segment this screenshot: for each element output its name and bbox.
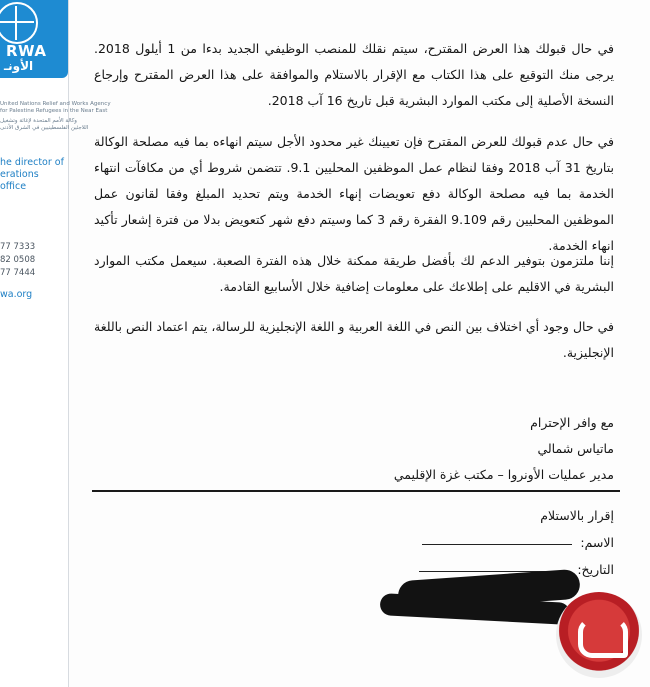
letterhead-sidebar — [0, 0, 111, 687]
name-field — [94, 530, 614, 556]
paragraph-language: في حال وجود أي اختلاف بين النص في اللغة العربية و اللغة الإنجليزية للرسالة، يتم اعتماد النص باللغة الإنجليزية. — [94, 319, 614, 360]
website-link: wa.org — [0, 289, 33, 300]
paragraph-acceptance: في حال قبولك هذا العرض المقترح، سيتم نقلك للمنصب الوظيفي الجديد بدءا من 1 أيلول 2018. يرجى منك التوقيع على هذا الكتاب مع الإقرار بالاستلام والموافقة على هذا العرض المقترح وإرجاع النسخة الأصلية إلى مكتب الموارد البشرية قبل تاريخ 16 آب 2018. — [94, 41, 614, 108]
signature-divider — [92, 490, 620, 492]
unrwa-logo — [0, 0, 68, 78]
acknowledgement-heading: إقرار بالاستلام — [540, 508, 614, 523]
office-line: erations — [0, 169, 39, 180]
phone-number: 77 7444 — [0, 268, 36, 278]
agency-line: for Palestine Refugees in the Near East — [0, 108, 108, 114]
agency-line: United Nations Relief and Works Agency — [0, 101, 111, 107]
office-line: office — [0, 181, 27, 192]
logo-latin-text: RWA — [6, 42, 47, 60]
un-emblem-icon — [0, 2, 38, 44]
name-label: الاسم: — [580, 535, 614, 550]
closing-text: مع وافر الإحترام — [530, 415, 614, 430]
logo-arabic-text: الأونـ — [4, 59, 34, 73]
watermark-icon — [578, 618, 628, 658]
signer-name: ماتياس شمالي — [537, 441, 614, 456]
watermark-logo — [556, 592, 642, 678]
date-label: التاريخ: — [577, 562, 614, 577]
name-blank-line — [422, 543, 572, 545]
paragraph-rejection: في حال عدم قبولك للعرض المقترح فإن تعيينك غير محدود الأجل سيتم انهاءه بما فيه مصلحة الوكالة بتاريخ 31 آب 2018 وفقا لنظام عمل الموظفين المحليين 9.1. تتضمن شروط أي من مكافآت انتهاء الخدمة بما فيه مصلحة الوكالة دفع تعويضات إنهاء الخدمة ويتم تحديد المبلغ وفقا لقانون عمل الموظفين المحليين رقم 9.109 الفقرة رقم 3 كما وسيتم دفع شهر كتعويض بدلا من فترة إشعار تأكيد انهاء الخدمة. — [94, 134, 615, 253]
phone-number: 77 7333 — [0, 242, 36, 252]
agency-line: اللاجئين الفلسطينيين في الشرق الأدنى — [0, 125, 89, 131]
agency-line: وكالة الأمم المتحدة لإغاثة وتشغيل — [0, 118, 77, 124]
phone-number: 82 0508 — [0, 255, 36, 265]
paragraph-support: إننا ملتزمون بتوفير الدعم لك بأفضل طريقة ممكنة خلال هذه الفترة الصعبة. سيعمل مكتب الموارد البشرية في الاقليم على إطلاعك على معلومات إضافية خلال الأسابيع القادمة. — [94, 253, 614, 294]
office-line: he director of — [0, 157, 64, 168]
signer-title: مدير عمليات الأونروا – مكتب غزة الإقليمي — [393, 467, 614, 482]
